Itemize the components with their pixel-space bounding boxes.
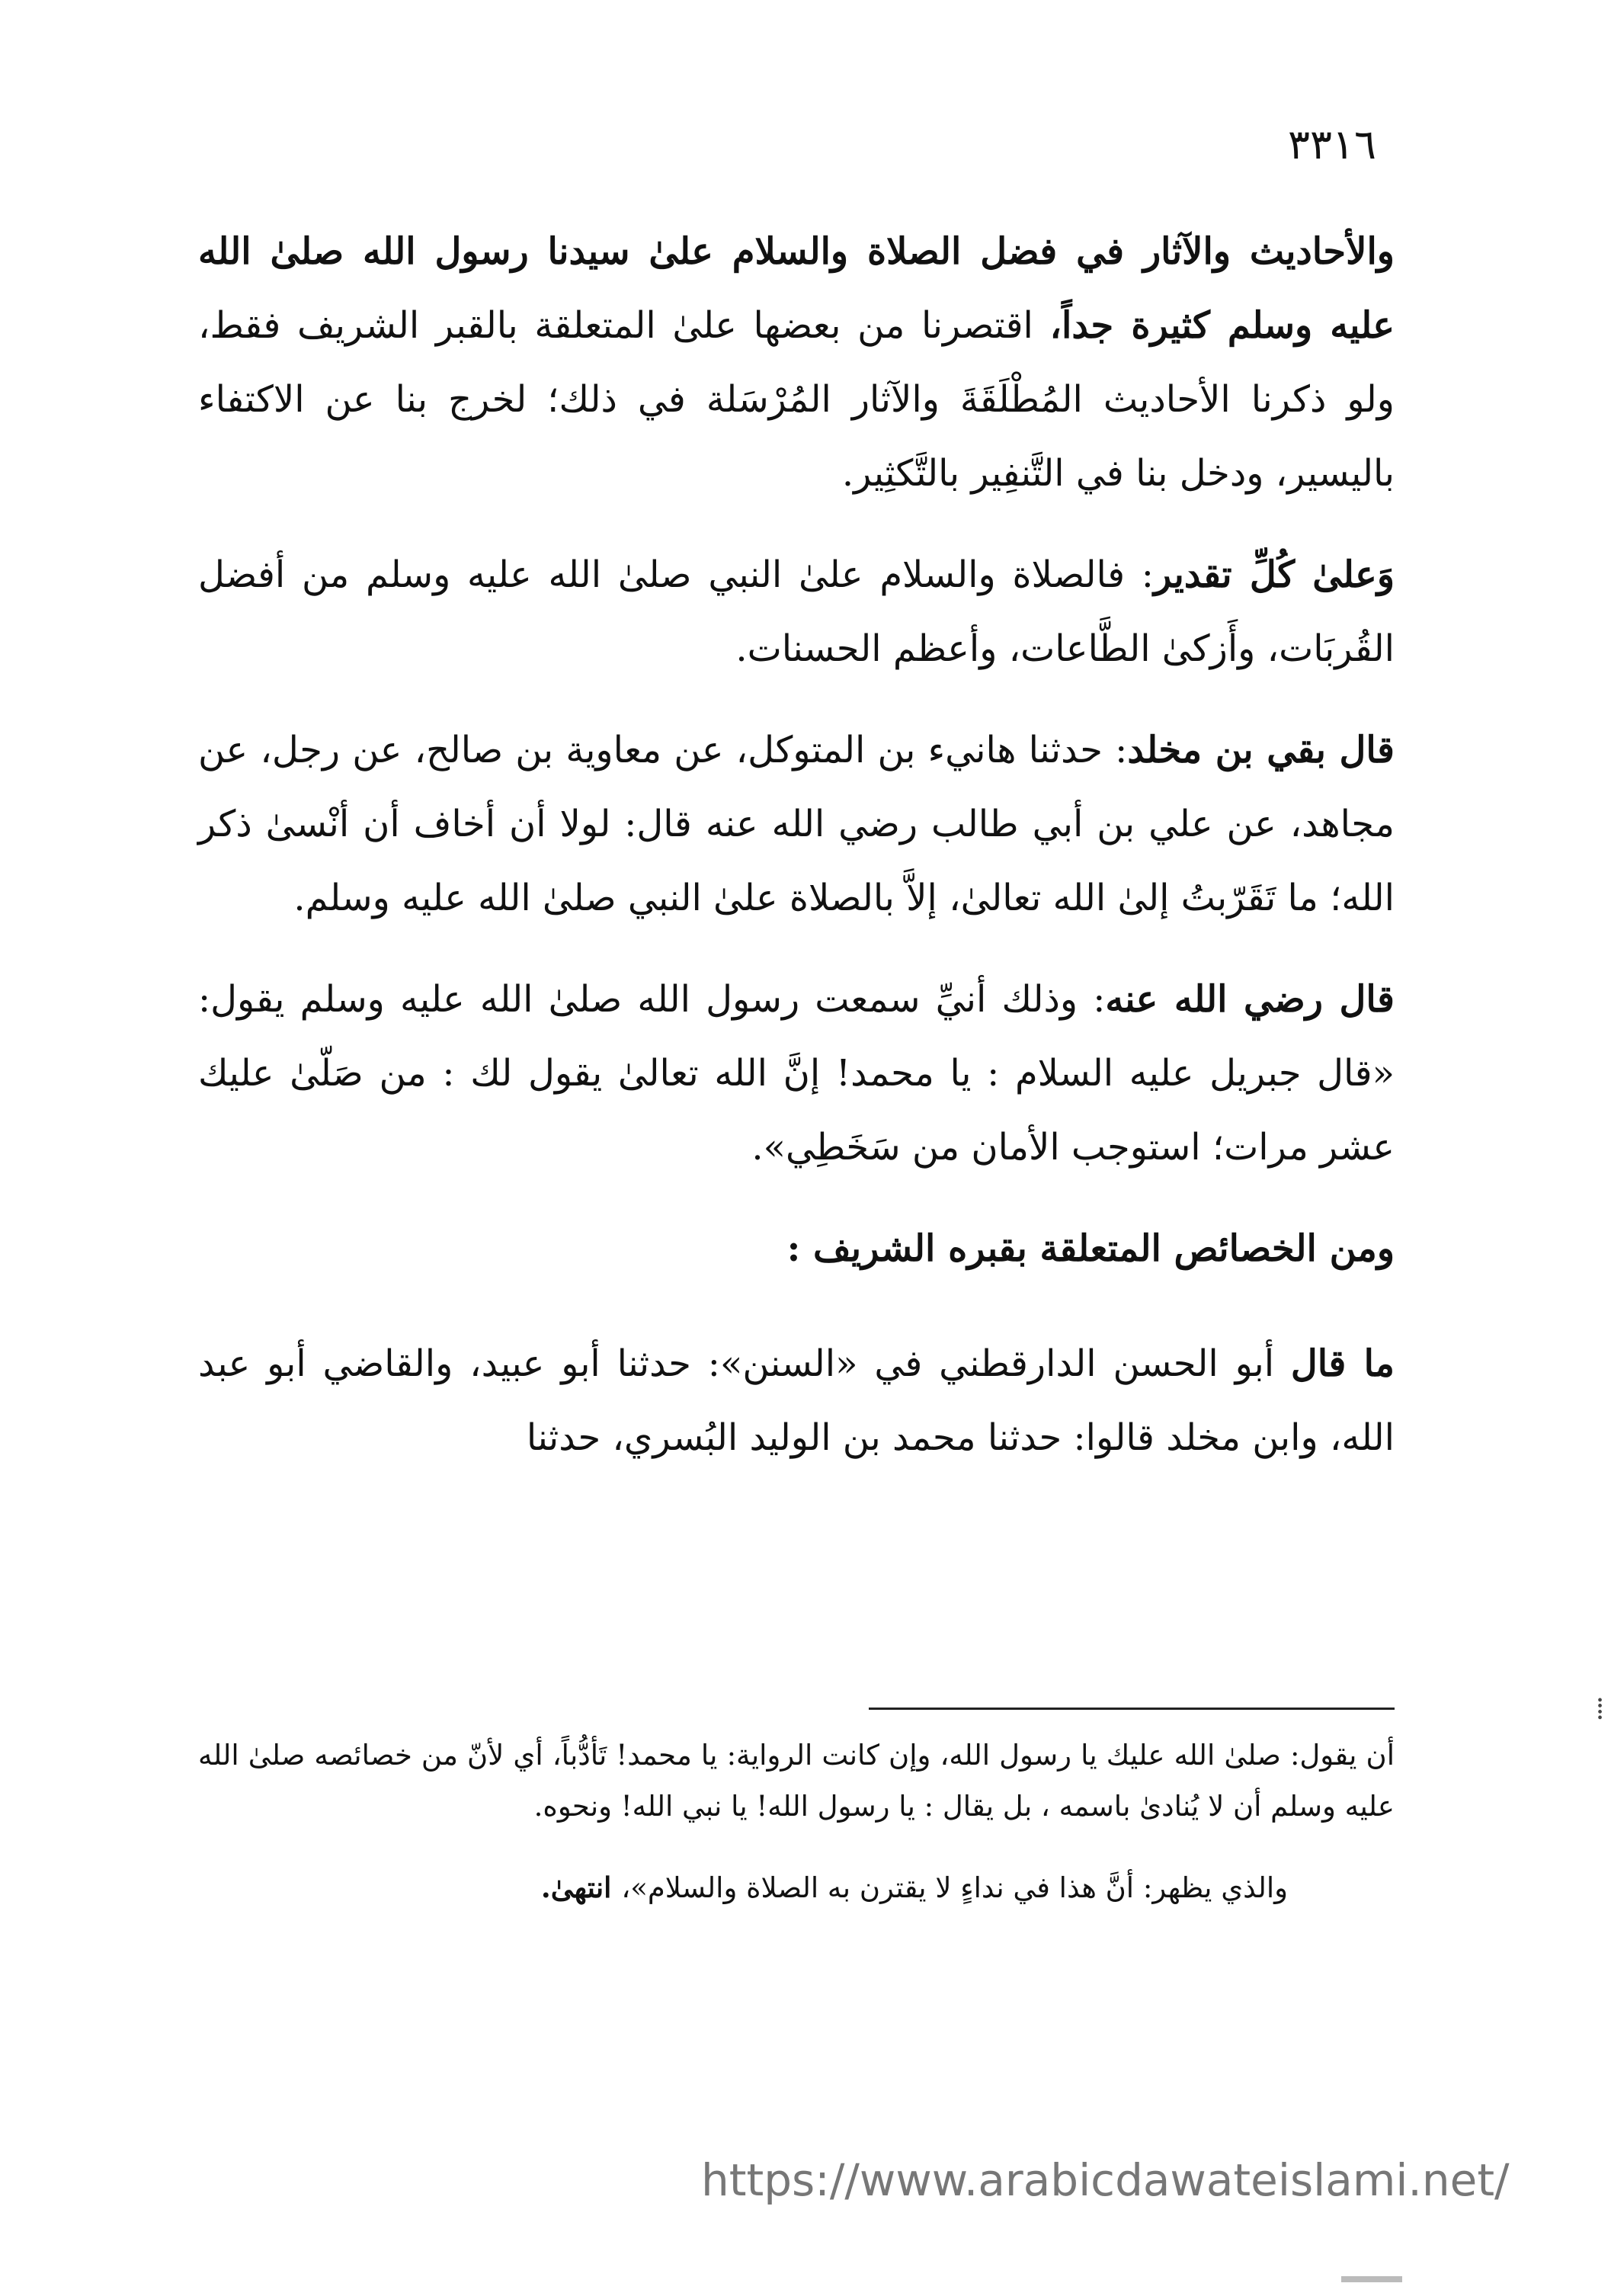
paragraph-body: : فالصلاة والسلام علىٰ النبي صلىٰ الله عليه وسلم من أفضل القُربَات، وأَزكىٰ الطَّاعات، وأعظم الحسنات. [198, 553, 1395, 670]
paragraph-bold-body: والأحاديث والآثار في فضل الصلاة والسلام علىٰ سيدنا رسول الله صلىٰ الله عليه وسلم كثيرة جداً، [198, 230, 1395, 347]
footnote-bold-tail: انتهىٰ. [540, 1871, 622, 1904]
paragraph-lead: ومن الخصائص المتعلقة بقبره الشريف : [786, 1227, 1395, 1270]
paragraph-jibril-narration [198, 963, 1395, 1185]
bottom-edge-scan-mark [1341, 2276, 1402, 2282]
paragraph-conclusion [198, 538, 1395, 686]
paragraph-body: : وذلك أنيِّ سمعت رسول الله صلىٰ الله عليه وسلم يقول: «قال جبريل عليه السلام : يا محمد! إنَّ الله تعالىٰ يقول لك : من صَلّىٰ عليك عشر مرات؛ استوجب الأمان من سَخَطِي». [198, 978, 1395, 1169]
page-number: ٣٣١٦ [1288, 120, 1377, 168]
margin-scan-mark: ⁞ [1596, 1692, 1605, 1727]
paragraph-baqi-narration [198, 713, 1395, 935]
paragraph-lead: ما قال [1290, 1342, 1395, 1385]
section-heading [198, 1212, 1395, 1286]
footnote [198, 1862, 1395, 1913]
paragraph-lead: وَعلىٰ كُلِّ تقدير [1153, 553, 1395, 596]
footnote-text: والذي يظهر: أنَّ هذا في نداءٍ لا يقترن به الصلاة والسلام»، [621, 1871, 1288, 1904]
paragraph-lead: قال بقي بن مخلد [1127, 729, 1395, 771]
website-url: https://www.arabicdawateislami.net/ [701, 2154, 1510, 2206]
paragraph-body: : حدثنا هانيء بن المتوكل، عن معاوية بن صالح، عن رجل، عن مجاهد، عن علي بن أبي طالب رضي الله عنه قال: لولا أن أخاف أن أنْسىٰ ذكر الله؛ ما تَقَرّبتُ إلىٰ الله تعالىٰ، إلاَّ بالصلاة علىٰ النبي صلىٰ الله عليه وسلم. [198, 729, 1395, 919]
paragraph-lead: قال رضي الله عنه [1105, 978, 1395, 1021]
footnotes [198, 1730, 1395, 1913]
footnote [198, 1730, 1395, 1832]
paragraph-intro [198, 215, 1395, 511]
footnote-separator [869, 1708, 1395, 1710]
footnote-text: أن يقول: صلىٰ الله عليك يا رسول الله، وإن كانت الرواية: يا محمد! تَأدُّباً، أي لأنّ من خصائصه صلىٰ الله عليه وسلم أن لا يُنادىٰ باسمه ، بل يقال : يا رسول الله! يا نبي الله! ونحوه. [198, 1739, 1395, 1823]
paragraph-body: اقتصرنا من بعضها علىٰ المتعلقة بالقبر الشريف فقط، ولو ذكرنا الأحاديث المُطْلَقَةَ والآثار المُرْسَلة في ذلك؛ لخرج بنا عن الاكتفاء باليسير، ودخل بنا في التَّنفِير بالتَّكثِير. [198, 304, 1395, 495]
paragraph-body: أبو الحسن الدارقطني في «السنن»: حدثنا أبو عبيد، والقاضي أبو عبد الله، وابن مخلد قالوا: حدثنا محمد بن الوليد البُسري، حدثنا [198, 1342, 1395, 1459]
main-text [198, 215, 1395, 1502]
paragraph-daraqutni [198, 1327, 1395, 1475]
